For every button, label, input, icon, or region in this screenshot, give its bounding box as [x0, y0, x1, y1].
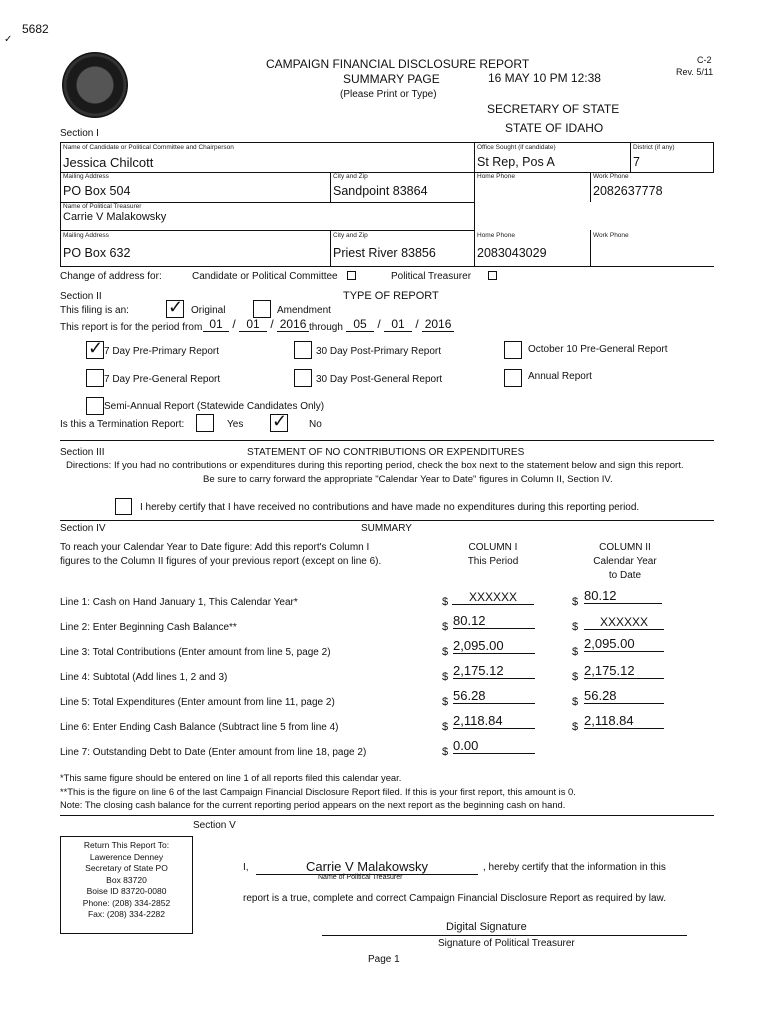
certify-suffix: , hereby certify that the information in this: [483, 862, 666, 873]
corner-mark: ✓: [4, 34, 13, 45]
currency-sign: $: [442, 696, 449, 708]
form-revision: Rev. 5/11: [676, 67, 714, 77]
check-icon: ✓: [272, 411, 288, 431]
original-label: Original: [191, 305, 226, 316]
opt-october-pregeneral-checkbox[interactable]: [504, 341, 522, 359]
column2-header: COLUMN II: [599, 542, 651, 553]
check-icon: ✓: [168, 297, 184, 317]
currency-sign: $: [572, 646, 579, 658]
column2-subheader-2: to Date: [608, 570, 642, 581]
change-treasurer-checkbox[interactable]: [488, 271, 497, 280]
line5-column2: 56.28: [584, 688, 664, 704]
termination-label: Is this a Termination Report:: [60, 419, 185, 430]
line6-column1: 2,118.84: [453, 713, 535, 729]
termination-no-label: No: [309, 419, 322, 430]
currency-sign: $: [442, 671, 449, 683]
report-subtitle: SUMMARY PAGE: [343, 72, 440, 86]
opt-semiannual-label: Semi-Annual Report (Statewide Candidates Only): [104, 401, 325, 412]
line4-column1: 2,175.12: [453, 663, 535, 679]
return-line: Fax: (208) 334-2282: [87, 909, 166, 919]
line1-column1: XXXXXX: [452, 590, 534, 605]
currency-sign: $: [442, 621, 449, 633]
through-label: through: [309, 322, 343, 333]
city-zip: Sandpoint 83864: [333, 184, 428, 198]
treasurer-mailing: PO Box 632: [63, 246, 131, 260]
line6-column2: 2,118.84: [584, 713, 664, 729]
period-from-month: 01: [203, 317, 229, 332]
opt-30day-postgeneral-checkbox[interactable]: [294, 369, 312, 387]
certify-i-prefix: I,: [243, 862, 249, 873]
line1-column2: 80.12: [584, 588, 662, 604]
line2-column1: 80.12: [453, 613, 535, 629]
no-contributions-title: STATEMENT OF NO CONTRIBUTIONS OR EXPENDITURES: [247, 447, 525, 458]
return-line: Phone: (208) 334-2852: [82, 897, 171, 908]
filing-label: This filing is an:: [60, 305, 129, 316]
work-phone: 2082637778: [593, 184, 663, 198]
column2-subheader: Calendar Year: [593, 556, 657, 567]
currency-sign: $: [442, 746, 449, 758]
certify-no-activity-label: I hereby certify that I have received no contributions and have made no expenditures during this reporting period.: [140, 502, 640, 513]
directions-line1: Directions: If you had no contributions or expenditures during this reporting period, check the box next to the statement below and sign this report.: [66, 460, 684, 471]
period-to-month: 05: [346, 317, 374, 332]
treasurer-signer-name: Carrie V Malakowsky: [256, 859, 478, 875]
treasurer-work-phone-label: Work Phone: [593, 232, 629, 239]
office-line1: SECRETARY OF STATE: [487, 102, 620, 116]
line2-column2: XXXXXX: [584, 615, 664, 630]
office-sought-label: Office Sought (if candidate): [477, 144, 556, 151]
date-separator: /: [415, 317, 419, 331]
return-line: Secretary of State PO: [85, 863, 168, 873]
footnote-2: **This is the figure on line 6 of the last Campaign Financial Disclosure Report filed. If this is your first report, this amount is 0.: [60, 786, 576, 797]
summary-intro-line2: figures to the Column II figures of your previous report (except on line 6).: [60, 556, 382, 567]
stamp-number: 5682: [22, 22, 49, 36]
change-candidate-label: Candidate or Political Committee: [192, 271, 338, 282]
opt-30day-postprimary-label: 30 Day Post-Primary Report: [316, 346, 442, 357]
treasurer-home-phone: 2083043029: [477, 246, 547, 260]
directions-line2: Be sure to carry forward the appropriate "Calendar Year to Date" figures in Column II, Section IV.: [203, 474, 613, 485]
opt-7day-preprimary-label: 7 Day Pre-Primary Report: [104, 346, 220, 357]
page-number: Page 1: [368, 954, 400, 965]
city-label: City and Zip: [333, 173, 368, 180]
district-label: District (if any): [633, 144, 675, 151]
candidate-name: Jessica Chilcott: [63, 155, 154, 170]
district: 7: [633, 155, 640, 169]
amendment-checkbox[interactable]: [253, 300, 271, 318]
summary-line-label: Line 5: Total Expenditures (Enter amount from line 11, page 2): [60, 697, 335, 708]
line4-column2: 2,175.12: [584, 663, 664, 679]
footnote-3: Note: The closing cash balance for the current reporting period appears on the next report as the beginning cash on hand.: [60, 799, 566, 810]
type-of-report-title: TYPE OF REPORT: [343, 290, 439, 302]
opt-7day-preprimary-checkbox[interactable]: [86, 338, 104, 359]
footnote-1: *This same figure should be entered on line 1 of all reports filed this calendar year.: [60, 772, 402, 783]
opt-30day-postgeneral-label: 30 Day Post-General Report: [316, 374, 443, 385]
termination-no-checkbox[interactable]: [270, 411, 288, 432]
date-separator: /: [232, 317, 236, 331]
return-line: Box 83720: [106, 874, 147, 885]
candidate-label: Name of Candidate or Political Committee and Chairperson: [63, 144, 234, 151]
currency-sign: $: [442, 646, 449, 658]
certify-no-activity-checkbox[interactable]: [115, 498, 132, 515]
state-seal: [62, 52, 128, 118]
home-phone-label: Home Phone: [477, 173, 515, 180]
treasurer-label: Name of Political Treasurer: [63, 203, 142, 210]
signature-caption: Signature of Political Treasurer: [438, 938, 575, 949]
office-sought: St Rep, Pos A: [477, 155, 555, 169]
date-separator: /: [270, 317, 274, 331]
currency-sign: $: [442, 596, 449, 608]
treasurer-city-label: City and Zip: [333, 232, 368, 239]
section2-heading: Section II: [60, 291, 102, 302]
summary-line-label: Line 4: Subtotal (Add lines 1, 2 and 3): [60, 672, 228, 683]
period-to-year: 2016: [422, 317, 454, 332]
column1-subheader: This Period: [467, 556, 519, 567]
opt-7day-pregeneral-checkbox[interactable]: [86, 369, 104, 387]
return-line: Boise ID 83720-0080: [86, 886, 167, 896]
original-checkbox[interactable]: [166, 297, 184, 318]
section5-heading: Section V: [193, 820, 236, 831]
return-line: Lawerence Denney: [89, 851, 164, 862]
opt-annual-checkbox[interactable]: [504, 369, 522, 387]
period-to-day: 01: [384, 317, 412, 332]
summary-line-label: Line 2: Enter Beginning Cash Balance**: [60, 622, 237, 633]
currency-sign: $: [572, 721, 579, 733]
opt-annual-label: Annual Report: [528, 371, 592, 382]
form-code: C-2: [697, 55, 712, 65]
section4-heading: Section IV: [60, 523, 106, 534]
summary-line-label: Line 3: Total Contributions (Enter amount from line 5, page 2): [60, 647, 331, 658]
termination-yes-checkbox[interactable]: [196, 414, 214, 432]
currency-sign: $: [572, 696, 579, 708]
opt-7day-pregeneral-label: 7 Day Pre-General Report: [104, 374, 221, 385]
currency-sign: $: [572, 671, 579, 683]
currency-sign: $: [442, 721, 449, 733]
return-address-box: [60, 836, 193, 934]
line3-column2: 2,095.00: [584, 636, 664, 652]
currency-sign: $: [572, 621, 579, 633]
signer-caption: Name of Political Treasurer: [318, 874, 403, 881]
period-label: This report is for the period from: [60, 322, 203, 333]
return-line: Return This Report To:: [83, 840, 170, 850]
period-from-day: 01: [239, 317, 267, 332]
opt-october-pregeneral-label: October 10 Pre-General Report: [528, 344, 668, 355]
currency-sign: $: [572, 596, 579, 608]
summary-line-label: Line 7: Outstanding Debt to Date (Enter amount from line 18, page 2): [60, 747, 367, 758]
date-separator: /: [377, 317, 381, 331]
treasurer-name: Carrie V Malakowsky: [63, 211, 167, 223]
period-from-year: 2016: [277, 317, 309, 332]
change-candidate-checkbox[interactable]: [347, 271, 356, 280]
work-phone-label: Work Phone: [593, 173, 629, 180]
change-treasurer-label: Political Treasurer: [391, 271, 472, 282]
mailing-label: Mailing Address: [63, 173, 109, 180]
termination-yes-label: Yes: [227, 419, 244, 430]
office-line2: STATE OF IDAHO: [505, 121, 604, 135]
treasurer-mailing-label: Mailing Address: [63, 232, 109, 239]
opt-30day-postprimary-checkbox[interactable]: [294, 341, 312, 359]
print-note: (Please Print or Type): [340, 89, 437, 100]
section1-heading: Section I: [60, 128, 99, 139]
treasurer-home-phone-label: Home Phone: [477, 232, 515, 239]
report-title: CAMPAIGN FINANCIAL DISCLOSURE REPORT: [266, 57, 530, 71]
summary-line-label: Line 1: Cash on Hand January 1, This Calendar Year*: [60, 597, 298, 608]
opt-semiannual-checkbox[interactable]: [86, 397, 104, 415]
line7-column1: 0.00: [453, 738, 535, 754]
treasurer-city: Priest River 83856: [333, 246, 436, 260]
change-address-label: Change of address for:: [60, 271, 162, 282]
column1-header: COLUMN I: [468, 542, 518, 553]
summary-title: SUMMARY: [361, 523, 412, 534]
certify-line2: report is a true, complete and correct Campaign Financial Disclosure Report as required by law.: [243, 893, 666, 904]
summary-line-label: Line 6: Enter Ending Cash Balance (Subtract line 5 from line 4): [60, 722, 339, 733]
received-stamp: 16 MAY 10 PM 12:38: [488, 71, 601, 85]
amendment-label: Amendment: [277, 305, 331, 316]
mailing-address: PO Box 504: [63, 184, 131, 198]
summary-intro-line1: To reach your Calendar Year to Date figure: Add this report's Column I: [60, 542, 370, 553]
line3-column1: 2,095.00: [453, 638, 535, 654]
check-icon: ✓: [88, 338, 104, 358]
section3-heading: Section III: [60, 447, 105, 458]
digital-signature: Digital Signature: [446, 921, 527, 933]
line5-column1: 56.28: [453, 688, 535, 704]
